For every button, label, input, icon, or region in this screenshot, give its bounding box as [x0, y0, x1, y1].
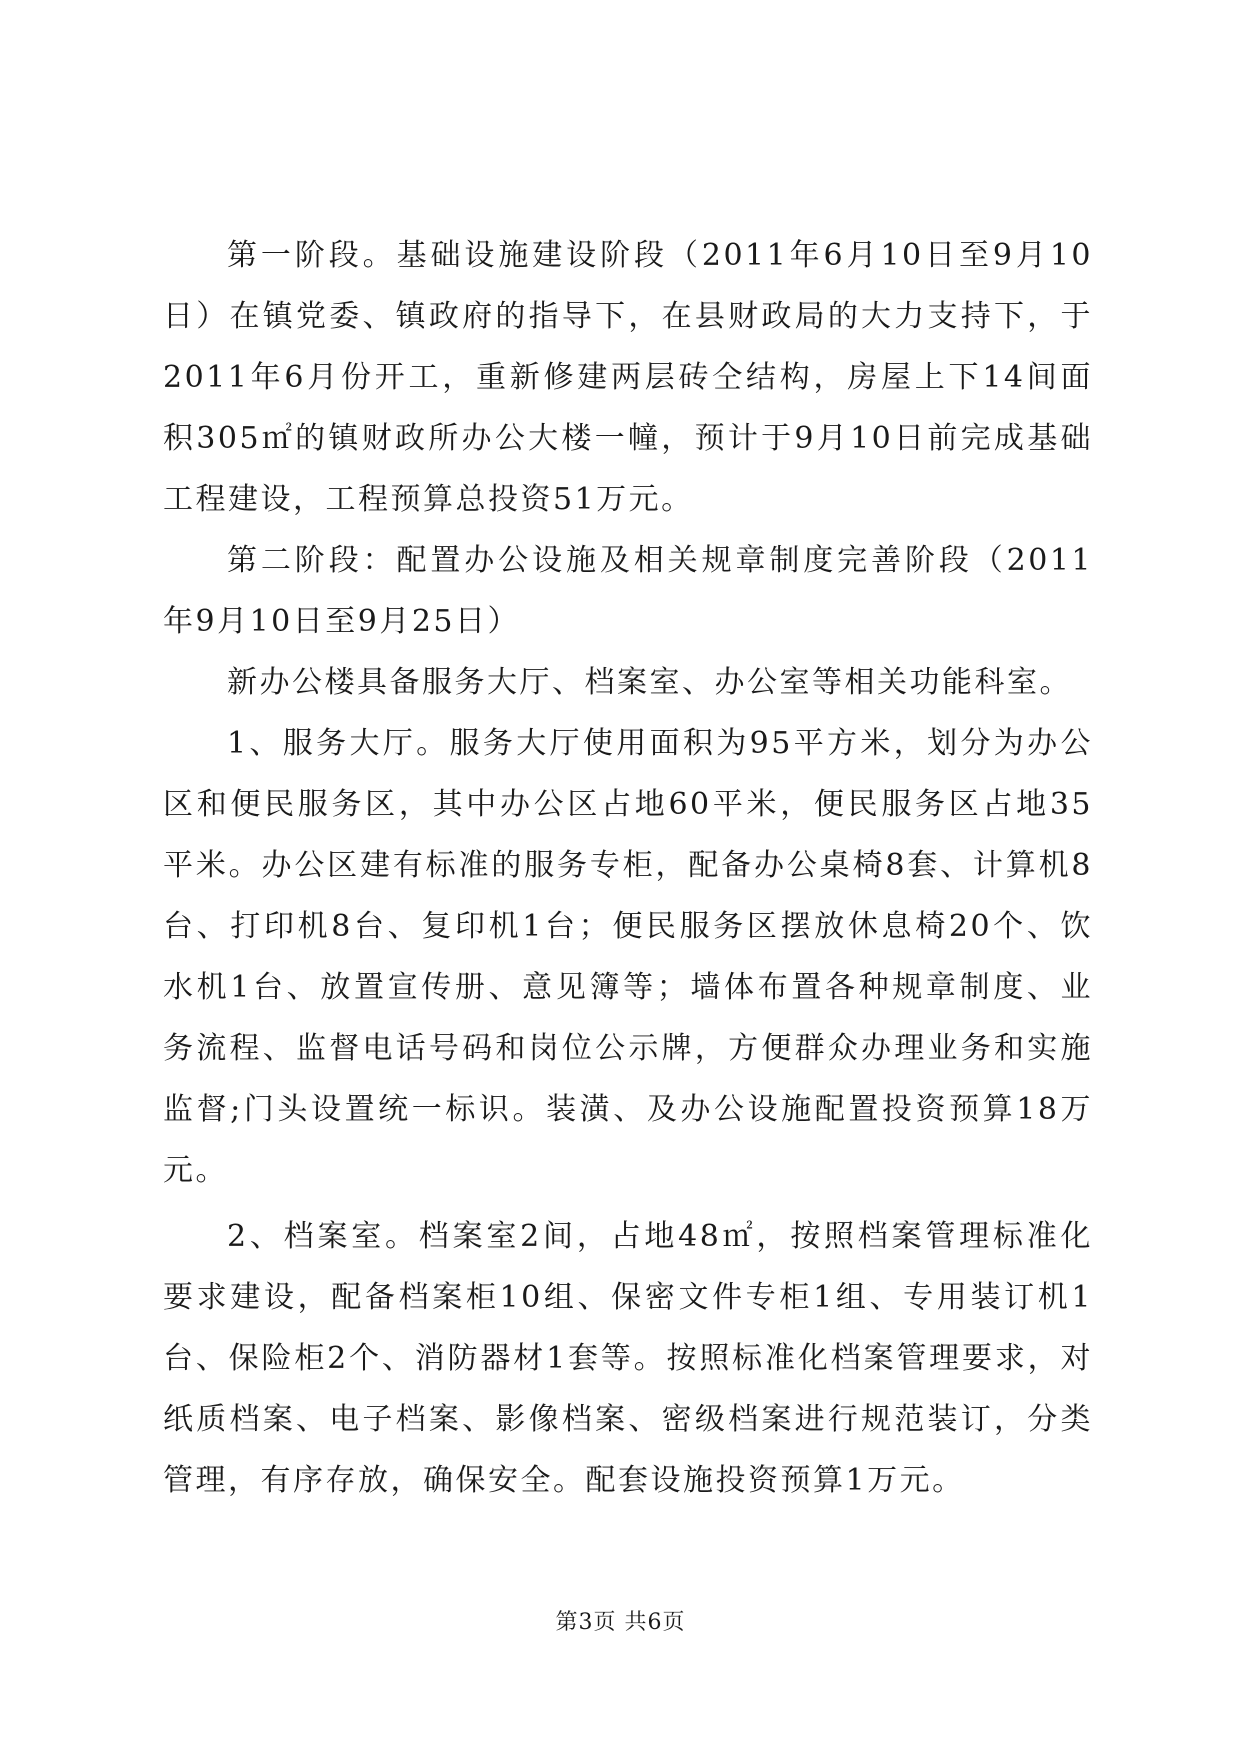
paragraph-phase-one: 第一阶段。基础设施建设阶段（2011年6月10日至9月10日）在镇党委、镇政府的指导下，在县财政局的大力支持下，于2011年6月份开工，重新修建两层砖仝结构，房屋上下14间面积305㎡的镇财政所办公大楼一幢，预计于9月10日前完成基础工程建设，工程预算总投资51万元。 [163, 238, 1093, 517]
document-body [163, 225, 1093, 1511]
paragraph-service-hall: 1、服务大厅。服务大厅使用面积为95平方米，划分为办公区和便民服务区，其中办公区占地60平米，便民服务区占地35平米。办公区建有标准的服务专柜，配备办公桌椅8套、计算机8台、打印机8台、复印机1台；便民服务区摆放休息椅20个、饮水机1台、放置宣传册、意见簿等；墙体布置各种规章制度、业务流程、监督电话号码和岗位公示牌，方便群众办理业务和实施监督;门头设置统一标识。装潢、及办公设施配置投资预算18万元。 [163, 726, 1093, 1188]
paragraph-archive-room: 2、档案室。档案室2间，占地48㎡，按照档案管理标准化要求建设，配备档案柜10组、保密文件专柜1组、专用装订机1台、保险柜2个、消防器材1套等。按照标准化档案管理要求，对纸质档案、电子档案、影像档案、密级档案进行规范装订，分类管理，有序存放，确保安全。配套设施投资预算1万元。 [163, 1219, 1093, 1498]
paragraph-phase-two: 第二阶段：配置办公设施及相关规章制度完善阶段（2011年9月10日至9月25日） [163, 543, 1093, 639]
paragraph-building-overview: 新办公楼具备服务大厅、档案室、办公室等相关功能科室。 [227, 665, 1072, 700]
page-number-footer: 第3页 共6页 [555, 1610, 686, 1635]
